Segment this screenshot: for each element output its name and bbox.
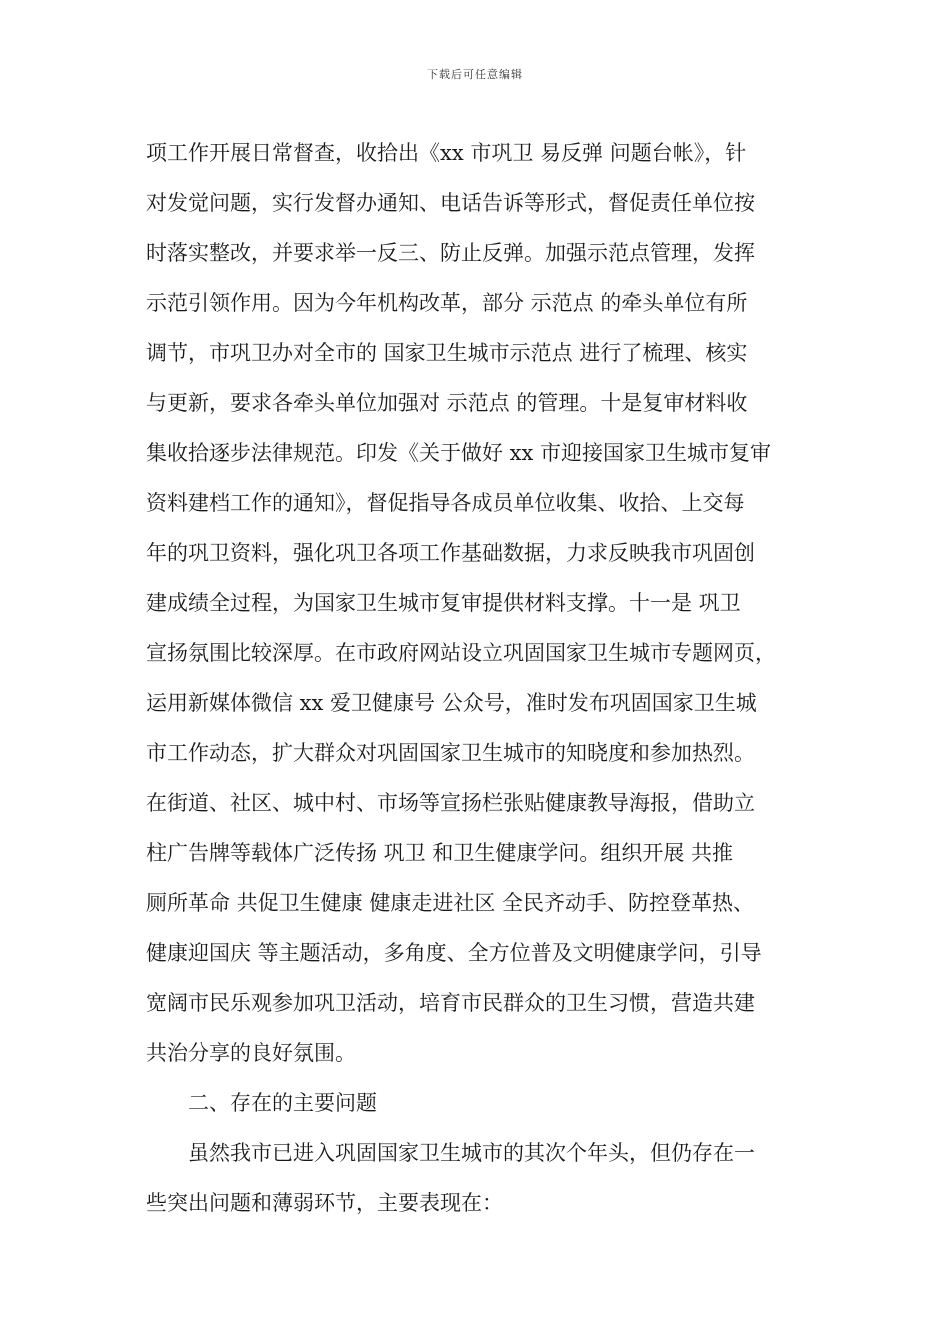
section-heading: 二、存在的主要问题 (188, 1091, 377, 1115)
text-line: 调节，市巩卫办对全市的 国家卫生城市示范点 进行了梳理、核实 (146, 341, 748, 365)
text-line: 运用新媒体微信 xx 爱卫健康号 公众号，准时发布巩固国家卫生城 (146, 691, 757, 715)
text-line: 宽阔市民乐观参加巩卫活动，培育市民群众的卫生习惯，营造共建 (146, 991, 755, 1015)
text-line: 市工作动态，扩大群众对巩固国家卫生城市的知晓度和参加热烈。 (146, 741, 755, 765)
text-line: 示范引领作用。因为今年机构改革，部分 示范点 的牵头单位有所 (146, 291, 748, 315)
text-line: 与更新，要求各牵头单位加强对 示范点 的管理。十是复审材料收 (146, 391, 748, 415)
text-line: 宣扬氛围比较深厚。在市政府网站设立巩固国家卫生城市专题网页， (146, 641, 776, 665)
text-line: 项工作开展日常督查，收拾出《xx 市巩卫 易反弹 问题台帐》，针 (146, 141, 747, 165)
text-line: 集收拾逐步法律规范。印发《关于做好 xx 市迎接国家卫生城市复审 (146, 441, 772, 465)
text-line: 时落实整改，并要求举一反三、防止反弹。加强示范点管理，发挥 (146, 241, 755, 265)
text-line: 些突出问题和薄弱环节，主要表现在： (146, 1191, 503, 1215)
document-body (146, 128, 826, 1228)
text-line: 在街道、社区、城中村、市场等宣扬栏张贴健康教导海报，借助立 (146, 791, 755, 815)
text-line: 厕所革命 共促卫生健康 健康走进社区 全民齐动手、防控登革热、 (146, 891, 755, 915)
text-line: 柱广告牌等载体广泛传扬 巩卫 和卫生健康学问。组织开展 共推 (146, 841, 734, 865)
text-line: 建成绩全过程，为国家卫生城市复审提供材料支撑。十一是 巩卫 (146, 591, 741, 615)
text-line: 健康迎国庆 等主题活动，多角度、全方位普及文明健康学问，引导 (146, 941, 762, 965)
text-line: 虽然我市已进入巩固国家卫生城市的其次个年头，但仍存在一 (188, 1141, 755, 1165)
text-line: 年的巩卫资料，强化巩卫各项工作基础数据，力求反映我市巩固创 (146, 541, 755, 565)
page-header: 下载后可任意编辑 (427, 68, 523, 81)
text-line: 共治分享的良好氛围。 (146, 1041, 356, 1065)
text-line: 资料建档工作的通知》，督促指导各成员单位收集、收拾、上交每 (146, 491, 745, 515)
text-line: 对发觉问题，实行发督办通知、电话告诉等形式，督促责任单位按 (146, 191, 755, 215)
